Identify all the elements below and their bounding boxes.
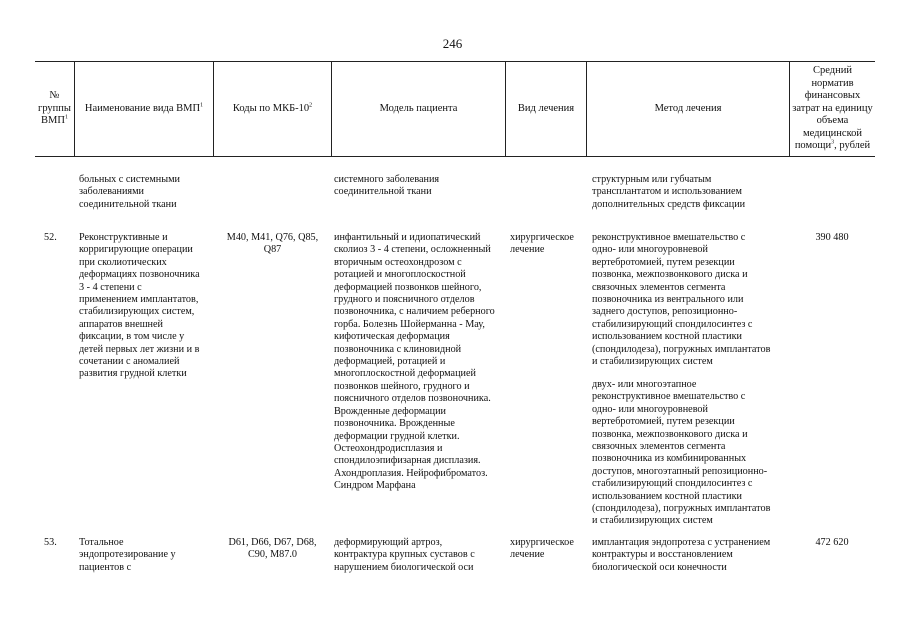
row-codes: D61, D66, D67, D68, C90, M87.0 bbox=[228, 537, 317, 561]
row-treatment: хирургическое лечение bbox=[510, 537, 574, 561]
row-name: Тотальное эндопротезирование у пациентов с bbox=[79, 537, 176, 573]
page-number: 246 bbox=[442, 36, 463, 51]
header-bottom-border bbox=[35, 156, 875, 157]
row-model: системного заболевания соединительной ткани bbox=[334, 174, 440, 198]
header-cell-model: Модель пациента bbox=[379, 102, 458, 114]
row-name: больных с системными заболеваниями соединительной ткани bbox=[79, 174, 180, 210]
header-cell-treatment: Вид лечения bbox=[517, 102, 575, 114]
header-cell-codes: Коды по МКБ-$10^2$ bbox=[232, 102, 313, 114]
row-model: деформирующий артроз, контрактура крупных суставов с нарушением биологической оси bbox=[334, 537, 475, 573]
header-cell-method: Метод лечения bbox=[654, 102, 722, 114]
row-cost: 390 480 bbox=[815, 232, 849, 243]
row-method: имплантация эндопротеза с устранением контрактуры и восстановлением биологической оси конечности bbox=[592, 537, 771, 573]
header-cell-group: № группы ВМП$^1$ bbox=[38, 90, 71, 127]
row-method: реконструктивное вмешательство с одно- или многоуровневой вертебротомией, путем резекции позвонка, межпозвонкового диска и связочных элементов сегмента позвоночника из вентрального или заднего доступов, репозиционно- стабилизирующий спондилосинтез с использованием костной пластики (спондилодеза), погружных имплантатов и стабилизирующих систем bbox=[592, 232, 771, 368]
row-number: 52. bbox=[44, 232, 57, 243]
row-codes: M40, M41, Q76, Q85, Q87 bbox=[226, 232, 319, 256]
row-name: Реконструктивные и корригирующие операции при сколиотических деформациях позвоночника 3 - 4 степени с применением имплантатов, стабилизирующих систем, аппаратов внешней фиксации, в том числе у детей первых лет жизни и в сочетании с аномалией развития грудной клетки bbox=[79, 232, 200, 380]
header-cell-name: Наименование вида ВМП$^1$ bbox=[84, 102, 204, 114]
row-method: структурным или губчатым трансплантатом и использованием дополнительных средств фиксации bbox=[592, 174, 746, 210]
row-number: 53. bbox=[44, 537, 57, 548]
header-cell-cost: Средний норматив финансовых затрат на единицу объема медицинской помощи$^3$, рублей bbox=[792, 65, 873, 152]
row-model: инфантильный и идиопатический сколиоз 3 - 4 степени, осложненный вторичным остеохондрозом с ротацией и многоплоскостной деформацией позвонков шейного, грудного и поясничного отделов позвоночника, с наличием реберного горба. Болезнь Шойерманна - Мау, кифотическая деформация позвоночника с клиновидной деформацией, ротацией и многоплоскостной деформацией позвонков шейного, грудного и поясничного отделов позвоночника. Врожденные деформации позвоночника. Врожденные деформации грудной клетки. Остеохондродисплазия и спондилоэпифизарная дисплазия. Ахондроплазия. Нейрофиброматоз. Синдром Марфана bbox=[334, 232, 495, 492]
row-cost: 472 620 bbox=[815, 537, 849, 548]
row-treatment: хирургическое лечение bbox=[510, 232, 574, 256]
row-method-alternative: двух- или многоэтапное реконструктивное вмешательство с одно- или многоуровневой вертебротомией, путем резекции позвонка, межпозвонкового диска и связочных элементов сегмента позвоночника из комбинированных доступов, многоэтапный репозиционно- стабилизирующий спондилосинтез с использованием костной пластики (спондилодеза), погружных имплантатов и стабилизирующих систем bbox=[592, 379, 771, 527]
